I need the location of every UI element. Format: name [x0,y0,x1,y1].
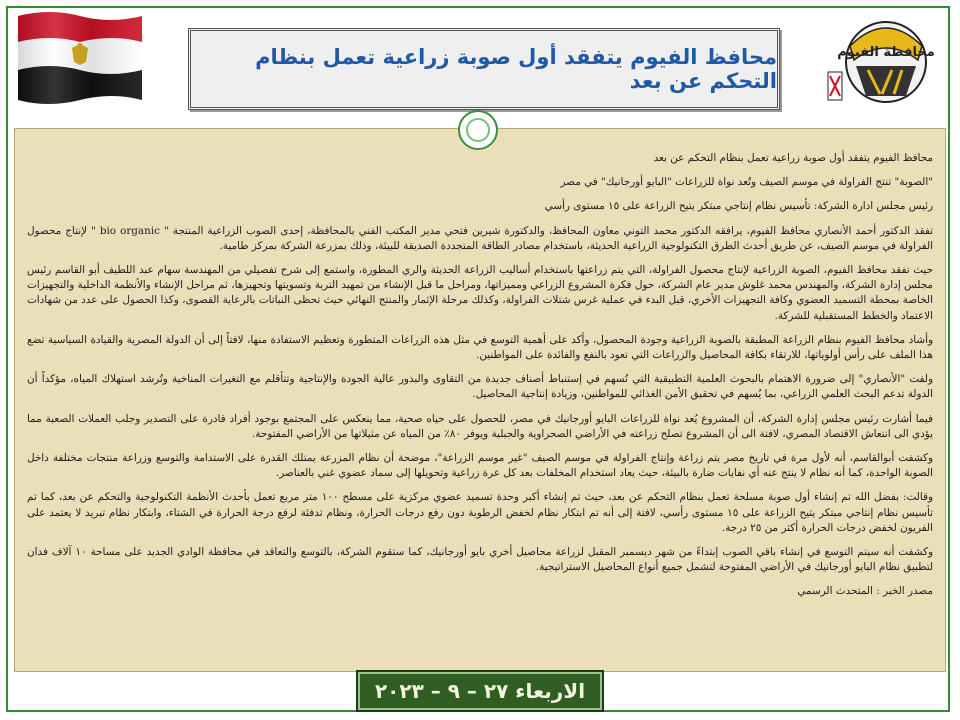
headline-box [188,28,780,110]
article-paragraph: رئيس مجلس ادارة الشركة: تأسيس نظام إنتاجي مبتكر يتيح الزراعة على ١٥ مستوى رأسي [544,200,933,213]
article-body [14,128,946,672]
article-paragraph: وكشفت أبوالقاسم، أنه لأول مرة في تاريخ مصر يتم زراعة وإنتاج الفراولة في موسم الصيف "غير موسم الزراعة"، موضحة أن نظام المزرعة يمتلك القدرة على الاستدامة والتوسع وزراعة منتجات مختلفة داخل الصوبة الواحدة، كما أنه نظام لا ينتج عنه أي نفايات ضارة بالبيئة، حيث يعاد استخدام المخلفات بعد كل عرة زراعية وتحويلها إلى سماد عضوي غني بالعناصر. [27,452,933,480]
fayoum-governorate-logo [822,16,940,108]
date-banner [358,672,602,710]
article-paragraph: وكشفت أنه سيتم التوسع في إنشاء باقي الصوب إبتداءً من شهر ديسمبر المقبل لزراعة محاصيل أخري بايو أورجانيك، كما ستقوم الشركة، بالتوسع والتعاقد في محافظة الوادي الجديد على مساحة ١٠ آلاف فدان لتطبيق نظام البايو أورجانيك في الأراضي المفتوحة لتشمل جميع أنواع المحاصيل الاستراتيجية. [27,546,933,574]
article-paragraph: فيما أشارت رئيس مجلس إدارة الشركة، أن المشروع يُعد نواة للزراعات البايو أورجانيك في مصر، للحصول على حياه صحية، مما ينعكس على المجتمع بوجود أفراد قادرة على التصدير وجلب العملات الصعبة مما يؤدي الى انتعاش الاقتصاد المصري، لافتة الى أن المشروع تصلح زراعته في الأراضي الصحراوية والجبلية ويوفر ٨٠٪ من المياه عن مثيلاتها من الأراضي المفتوحة. [27,412,933,440]
date-text: الاربعاء ٢٧ – ٩ – ٢٠٢٣ [374,679,586,703]
article-paragraph: محافظ الفيوم يتفقد أول صوبة زراعية تعمل بنظام التحكم عن بعد [653,152,933,164]
page-title: محافظ الفيوم يتفقد أول صوبة زراعية تعمل بنظام التحكم عن بعد [255,45,777,93]
article-paragraph: "الصوبة" تنتج الفراولة في موسم الصيف وتُعد نواة للزراعات "البايو أورجانيك" في مصر [560,176,933,189]
egypt-flag-icon [14,8,146,112]
article-paragraph: ولفت "الأنصاري" إلى ضرورة الاهتمام بالبحوث العلمية التطبيقية التي تُسهم في إستنباط أصناف جديدة من التقاوى والبذور عالية الجودة والإنتاجية وتتأقلم مع التغيرات المناخية وتُرشد استهلاك المياه، مؤكداً أن الدولة تدعم البحث العلمي الزراعي، بما يُسهم في تحقيق الأمن الغذائي للمواطنين، وزيادة إنتاجية المحاصيل. [27,373,933,401]
decorative-ring-icon [458,110,498,150]
logo-text: محافظة الفيوم [837,45,935,60]
article-paragraph: حيث تفقد محافظ الفيوم، الصوبة الزراعية لإنتاج محصول الفراولة، التي يتم زراعتها باستخدام أساليب الزراعة الحديثة والري المطورة، واستمع إلى شرح تفصيلي من المهندسة سهام عبد اللطيف أبو القاسم رئيس مجلس إدارة الشركة، والمهندس محمد غلوش مدير عام الشركة، حول فكرة المشروع الزراعي ومميزاتها، ومراحل ما قبل الإنشاء من تمهيد التربة وتسويتها وتجهيزها، ثم مراحل الإنشاء والأنظمة الداخلية والتجهيزات الخاصة بمحطة التسميد العضوي وكافة التجهيزات الأخري، قبل البدء في عملية غرس شتلات الفراولة، وكذلك مرحلة الإثمار والمنتج النهائي حيث تحظى النباتات بالرعاية القصوى، وكذا الحصول على عدد من شهادات الاعتماد والخطط المستقبلية للشركة. [27,264,933,322]
news-source: مصدر الخبر : المتحدث الرسمي [797,585,933,598]
article-paragraph: وأشاد محافظ الفيوم بنظام الزراعة المطبقة بالصوبة الزراعية وجودة المحصول، وأكد على أهمية التوسع في مثل هذه الزراعات المتطورة وتعظيم الاستفادة منها، لافتاً إلى أن الدولة المصرية والقيادة السياسية تضع هذا الملف على رأس أولوياتها، للارتقاء بكافة المحاصيل والزراعات التي تعود بالنفع والفائدة على المواطنين. [27,333,933,362]
article-paragraph: تفقد الدكتور أحمد الأنصاري محافظ الفيوم، يرافقه الدكتور محمد التوني معاون المحافظ، والدكتورة شيرين فتحي مدير المكتب الفني بالمحافظة، إحدى الصوب الزراعية المنتجة " bio organic " لإنتاج محصول الفراولة في موسم الصيف، عن طريق أحدث الطرق التكنولوجية الزراعية الحديثة، باستخدام مصادر الطاقة المتجددة الصديقة للبيئة، وذلك بمزرعة الشركة بمركز طامية. [27,224,934,252]
article-paragraph: وقالت: بفضل الله تم إنشاء أول صوبة مسلحة تعمل بنظام التحكم عن بعد، حيث تم إنشاء أكبر وحدة تسميد عضوي مركزية على مسطح ١٠٠ متر مربع تعمل بأحدث الأنظمة التكنولوجية والتحكم عن بعد، كما تم تأسيس نظام إنتاجي مبتكر يتيح الزراعة على ١٥ مستوى رأسي، لافتة إلى أنه تم ابتكار نظام لخفض الرطوبة دون رفع درجات الحرارة، ونظام تدفئة لرفع درجة الحرارة في الشتاء، وابتكار نظام تبريد لا يعتمد على الفريون لخفض درجات الحرارة أكثر من ٢٥ درجة. [27,491,934,534]
